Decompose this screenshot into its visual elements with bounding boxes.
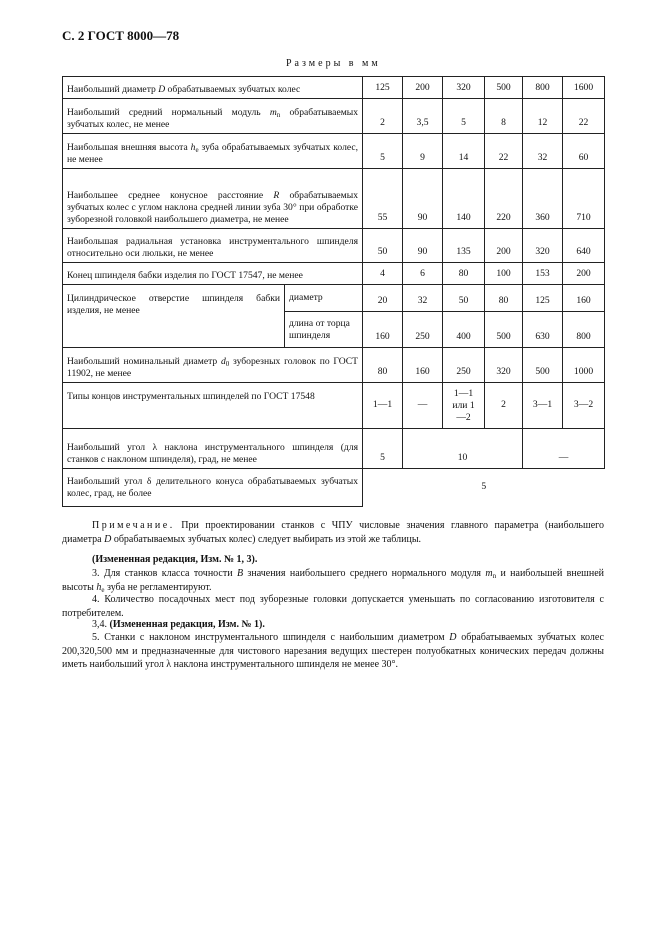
- table-cell: 800: [523, 77, 563, 99]
- table-cell: 5: [363, 469, 605, 507]
- table-cell: —: [403, 383, 443, 429]
- table-row: [63, 134, 605, 169]
- paragraph-3: 3. Для станков класса точности B значения наибольшего среднего нормального модуля $m_n$ и наибольшей внешней высоты $h_e$ зуба не регламентируют.: [62, 568, 604, 594]
- table-cell: 160: [363, 312, 403, 348]
- table-cell: 320: [443, 77, 485, 99]
- row-label: Наибольший номинальный диаметр $d_0$ зуборезных головок по ГОСТ 11902, не менее: [63, 348, 363, 383]
- table-cell: 90: [403, 229, 443, 263]
- table-cell: 1—1: [363, 383, 403, 429]
- paragraph-5: 5. Станки с наклоном инструментального шпинделя с наибольшим диаметром D обрабатываемых зубчатых колес 200,320,500 мм и предназначенные для чистового нарезания ведущих шестерен полуобкатных конических передач должны иметь наибольший угол λ наклона инструментального шпинделя не менее 30°.: [62, 632, 604, 670]
- page-header: С. 2 ГОСТ 8000—78: [62, 28, 180, 43]
- table-cell: 60: [563, 134, 605, 169]
- table-cell: 32: [403, 285, 443, 312]
- table-row: [63, 469, 605, 507]
- table-cell: 9: [403, 134, 443, 169]
- table-cell: 3,5: [403, 99, 443, 134]
- row-label: Наибольшая радиальная установка инструментального шпинделя относительно оси люльки, не менее: [63, 229, 363, 263]
- row-label: Наибольший угол δ делительного конуса обрабатываемых зубчатых колес, град, не более: [63, 469, 363, 507]
- row-label: Типы концов инструментальных шпинделей по ГОСТ 17548: [63, 383, 363, 429]
- amendment-note-1: (Измененная редакция, Изм. № 1, 3).: [92, 554, 258, 565]
- table-cell: 500: [485, 312, 523, 348]
- table-cell: 250: [443, 348, 485, 383]
- table-cell: 5: [363, 134, 403, 169]
- table-cell: 125: [363, 77, 403, 99]
- table-cell: 500: [523, 348, 563, 383]
- table-note: Примечание. При проектировании станков с ЧПУ числовые значения главного параметра (наибольшего диаметра D обрабатываемых зубчатых колес) следует выбирать из этой же таблицы.: [62, 520, 604, 545]
- table-cell: 140: [443, 169, 485, 229]
- table-cell: —: [523, 429, 605, 469]
- table-cell: 400: [443, 312, 485, 348]
- table-cell: 710: [563, 169, 605, 229]
- row-label: Цилиндрическое отверстие шпинделя бабки изделия, не менее: [63, 285, 285, 348]
- table-cell: 55: [363, 169, 403, 229]
- table-row: [63, 229, 605, 263]
- table-cell: 5: [443, 99, 485, 134]
- table-cell: 22: [485, 134, 523, 169]
- table-cell: 500: [485, 77, 523, 99]
- row-label: Наибольшее среднее конусное расстояние R обрабатываемых зубчатых колес с углом наклона средней линии зуба 30° при обработке зуборезной головкой наибольшего диаметра, не менее: [63, 169, 363, 229]
- paragraph-4: 4. Количество посадочных мест под зуборезные головки допускается уменьшать по согласованию изготовителя с потребителем.: [62, 594, 604, 619]
- table-cell: 153: [523, 263, 563, 285]
- table-cell: 22: [563, 99, 605, 134]
- table-cell: 250: [403, 312, 443, 348]
- row-label: Наибольший угол λ наклона инструментального шпинделя (для станков с наклоном шпинделя), град, не менее: [63, 429, 363, 469]
- table-cell: 2: [363, 99, 403, 134]
- table-row: [63, 169, 605, 229]
- table-cell: 3—2: [563, 383, 605, 429]
- table-cell: 220: [485, 169, 523, 229]
- table-cell: 360: [523, 169, 563, 229]
- table-cell: 125: [523, 285, 563, 312]
- table-cell: 800: [563, 312, 605, 348]
- table-row: [63, 383, 605, 429]
- table-cell: 5: [363, 429, 403, 469]
- row-label: Конец шпинделя бабки изделия по ГОСТ 17547, не менее: [63, 263, 363, 285]
- table-cell: 1—1 или 1—2: [443, 383, 485, 429]
- table-cell: 320: [523, 229, 563, 263]
- table-cell: 200: [485, 229, 523, 263]
- table-cell: 50: [443, 285, 485, 312]
- table-cell: 100: [485, 263, 523, 285]
- table-cell: 1600: [563, 77, 605, 99]
- table-cell: 320: [485, 348, 523, 383]
- sub-label: диаметр: [285, 285, 363, 312]
- table-cell: 135: [443, 229, 485, 263]
- table-cell: 2: [485, 383, 523, 429]
- table-cell: 8: [485, 99, 523, 134]
- table-row: [63, 285, 605, 312]
- row-label: Наибольшая внешняя высота $h_e$ зуба обрабатываемых зубчатых колес, не менее: [63, 134, 363, 169]
- table-row: [63, 263, 605, 285]
- table-cell: 200: [563, 263, 605, 285]
- table-row: [63, 429, 605, 469]
- table-row: [63, 99, 605, 134]
- spec-table: [62, 76, 605, 507]
- table-row: [63, 77, 605, 99]
- table-cell: 160: [563, 285, 605, 312]
- table-cell: 14: [443, 134, 485, 169]
- table-cell: 32: [523, 134, 563, 169]
- table-cell: 4: [363, 263, 403, 285]
- table-cell: 20: [363, 285, 403, 312]
- table-row: [63, 348, 605, 383]
- table-cell: 80: [443, 263, 485, 285]
- table-cell: 90: [403, 169, 443, 229]
- row-label: Наибольший средний нормальный модуль $m_n$ обрабатываемых зубчатых колес, не менее: [63, 99, 363, 134]
- table-cell: 630: [523, 312, 563, 348]
- table-cell: 50: [363, 229, 403, 263]
- row-label: Наибольший диаметр D обрабатываемых зубчатых колес: [63, 77, 363, 99]
- table-cell: 1000: [563, 348, 605, 383]
- amendment-note-2: 3,4. (Измененная редакция, Изм. № 1).: [92, 619, 265, 630]
- table-cell: 640: [563, 229, 605, 263]
- table-cell: 80: [485, 285, 523, 312]
- units-caption: Размеры в мм: [286, 58, 381, 69]
- table-cell: 80: [363, 348, 403, 383]
- table-cell: 10: [403, 429, 523, 469]
- table-cell: 160: [403, 348, 443, 383]
- table-cell: 3—1: [523, 383, 563, 429]
- table-cell: 6: [403, 263, 443, 285]
- sub-label: длина от торца шпинделя: [285, 312, 363, 348]
- table-cell: 200: [403, 77, 443, 99]
- table-cell: 12: [523, 99, 563, 134]
